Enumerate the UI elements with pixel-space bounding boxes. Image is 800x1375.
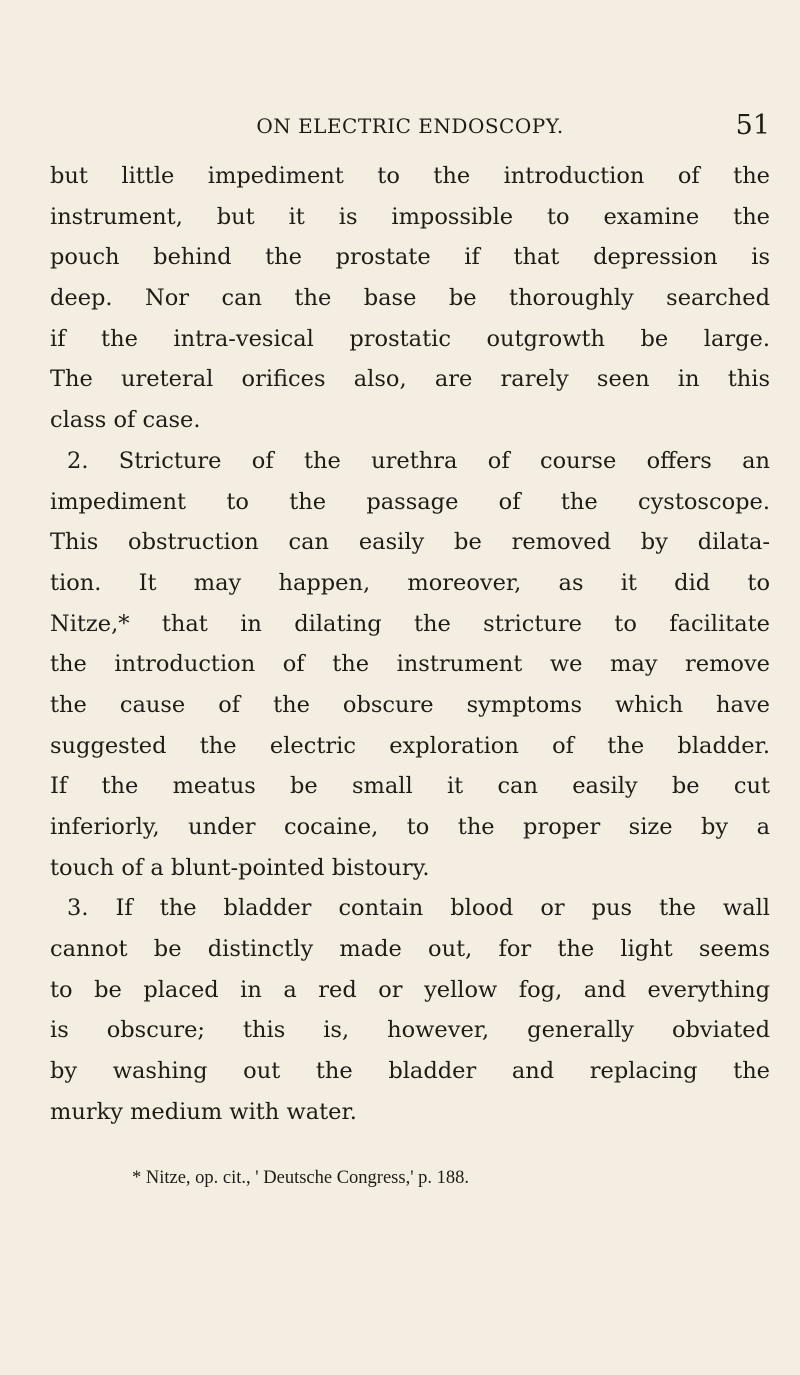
text-line: The ureteral orifices also, are rarely seen in this	[50, 366, 770, 393]
page-number: 51	[735, 110, 770, 141]
text-line: murky medium with water.	[50, 1098, 357, 1125]
running-title: ON ELECTRIC ENDOSCOPY.	[256, 114, 564, 138]
text-line: the introduction of the instrument we may remove	[50, 651, 770, 678]
text-line: If the meatus be small it can easily be cut	[50, 773, 770, 800]
text-line: pouch behind the prostate if that depression is	[50, 244, 770, 271]
text-line: This obstruction can easily be removed by dilata-	[50, 529, 770, 556]
text-line: cannot be distinctly made out, for the light seems	[50, 936, 770, 963]
text-line: deep. Nor can the base be thoroughly searched	[50, 285, 770, 312]
body-text	[50, 156, 770, 1133]
text-line: if the intra-vesical prostatic outgrowth be large.	[50, 325, 770, 352]
text-line: tion. It may happen, moreover, as it did to	[50, 569, 770, 596]
text-line: is obscure; this is, however, generally obviated	[50, 1017, 770, 1044]
text-line: class of case.	[50, 407, 201, 434]
text-line: touch of a blunt-pointed bistoury.	[50, 854, 430, 881]
text-line: by washing out the bladder and replacing the	[50, 1058, 770, 1085]
footnote: * Nitze, op. cit., ' Deutsche Congress,' p. 188.	[132, 1168, 470, 1188]
text-line: to be placed in a red or yellow fog, and everything	[50, 976, 770, 1003]
text-line: but little impediment to the introduction of the	[50, 163, 770, 189]
text-line: Nitze,* that in dilating the stricture to facilitate	[50, 610, 770, 637]
text-line: instrument, but it is impossible to examine the	[50, 203, 770, 230]
text-line: 3. If the bladder contain blood or pus the wall	[67, 895, 770, 922]
text-line: 2. Stricture of the urethra of course offers an	[67, 447, 770, 474]
text-line: the cause of the obscure symptoms which have	[50, 691, 770, 718]
text-line: suggested the electric exploration of the bladder.	[50, 732, 770, 759]
text-line: impediment to the passage of the cystoscope.	[50, 488, 770, 515]
running-head	[50, 110, 770, 150]
text-line: inferiorly, under cocaine, to the proper size by a	[50, 814, 770, 840]
